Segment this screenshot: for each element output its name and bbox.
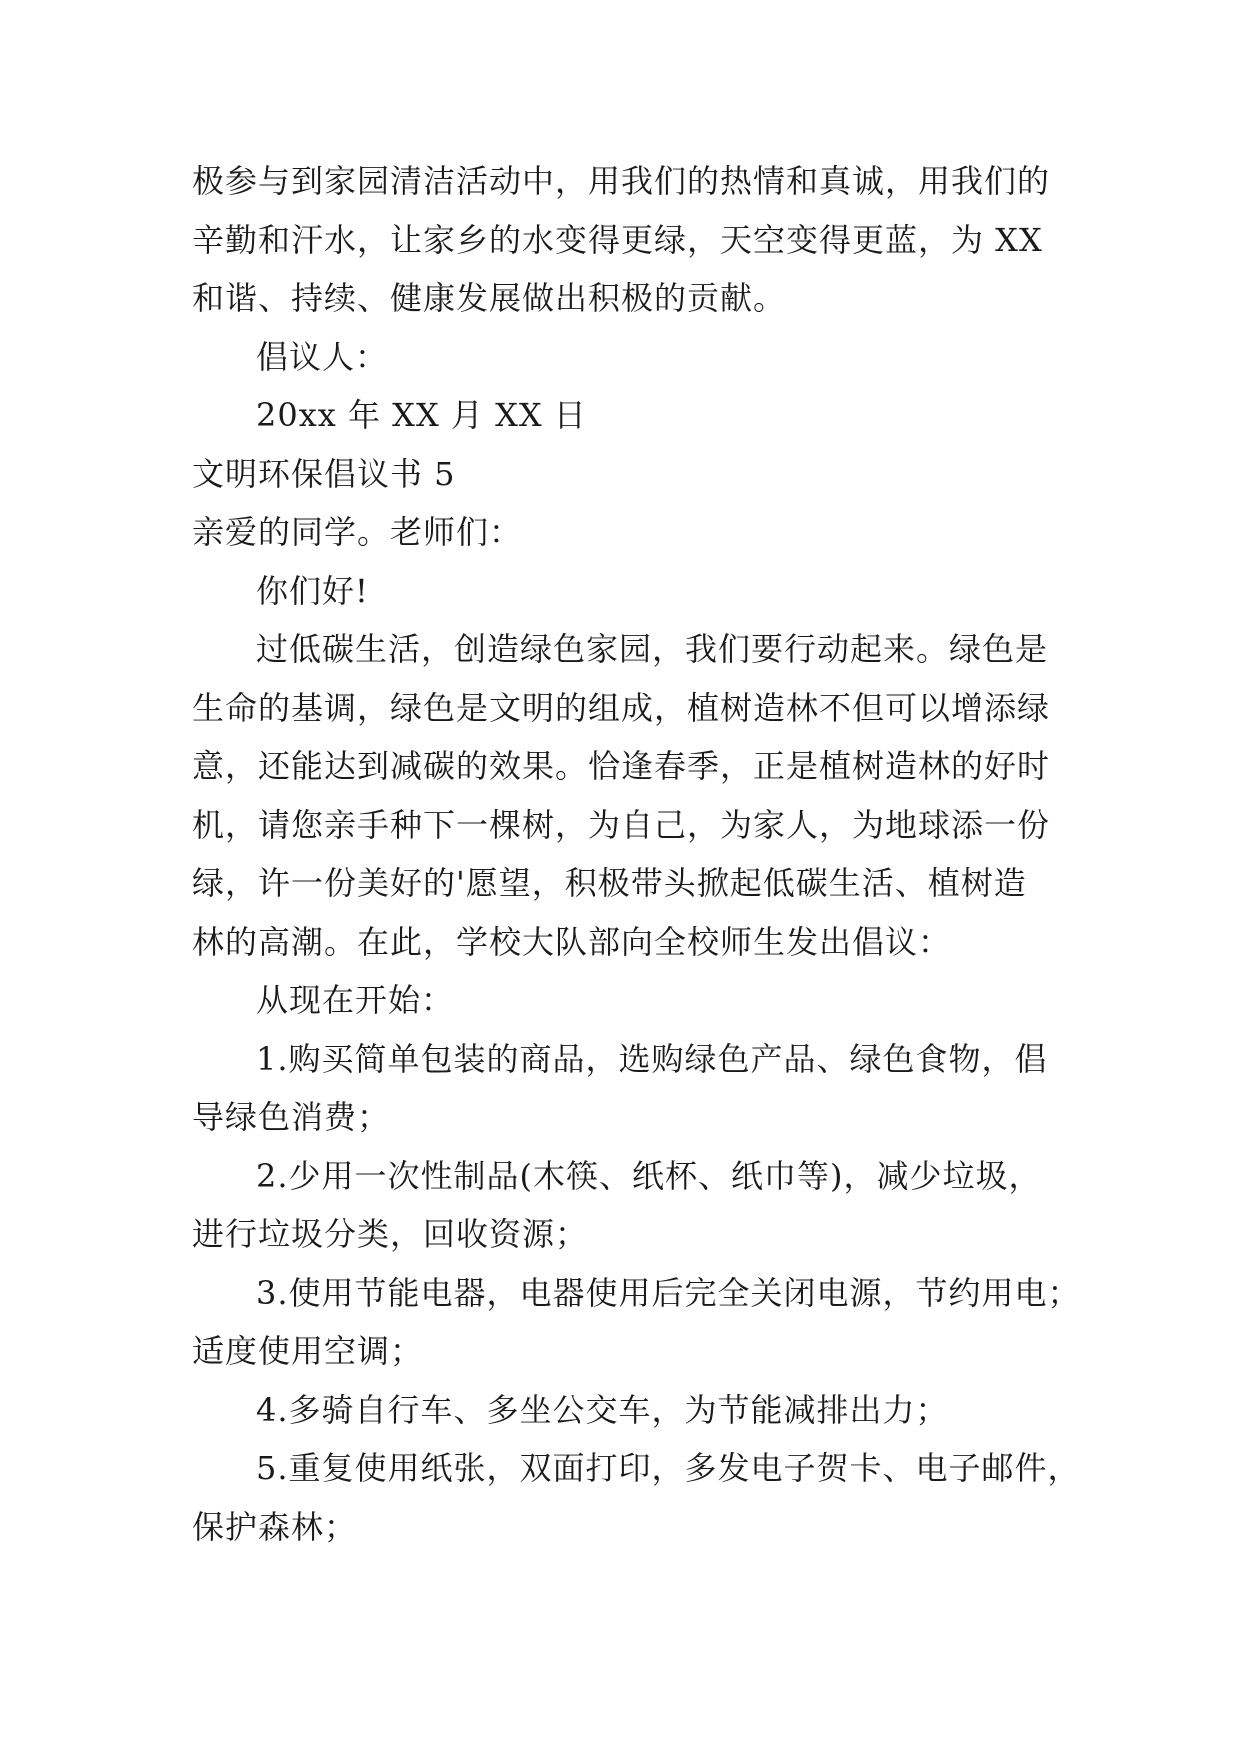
text-line: 林的高潮。在此，学校大队部向全校师生发出倡议：: [192, 922, 952, 961]
salutation: 亲爱的同学。老师们：: [192, 513, 523, 551]
greeting: 你们好!: [256, 571, 369, 610]
list-item: 2.少用一次性制品(木筷、纸杯、纸巾等)，减少垃圾，: [256, 1156, 1042, 1195]
text-line: 绿，许一份美好的'愿望，积极带头掀起低碳生活、植树造: [192, 864, 1027, 902]
list-item-continuation: 进行垃圾分类，回收资源；: [192, 1215, 589, 1253]
list-item-continuation: 适度使用空调；: [192, 1332, 424, 1370]
text-line: 过低碳生活，创造绿色家园，我们要行动起来。绿色是: [256, 630, 1049, 668]
text-line: 意，还能达到减碳的效果。恰逢春季，正是植树造林的好时: [192, 747, 1051, 785]
text-line: 和谐、持续、健康发展做出积极的贡献。: [192, 279, 787, 317]
list-item: 5.重复使用纸张，双面打印，多发电子贺卡、电子邮件，: [256, 1449, 1081, 1487]
list-item: 3.使用节能电器，电器使用后完全关闭电源，节约用电；: [256, 1273, 1081, 1312]
list-item: 1.购买简单包装的商品，选购绿色产品、绿色食物，倡: [256, 1039, 1048, 1078]
proposer-label: 倡议人：: [256, 337, 389, 376]
document-body: [192, 152, 1081, 1556]
list-item-continuation: 保护森林；: [192, 1507, 358, 1546]
text-line: 生命的基调，绿色是文明的组成，植树造林不但可以增添绿: [192, 688, 1051, 727]
text-line: 从现在开始：: [256, 981, 455, 1019]
date-line: 20xx 年 XX 月 XX 日: [256, 396, 587, 434]
list-item-continuation: 导绿色消费；: [192, 1098, 391, 1136]
text-line: 极参与到家园清洁活动中，用我们的热情和真诚，用我们的: [192, 162, 1051, 200]
list-item: 4.多骑自行车、多坐公交车，为节能减排出力；: [256, 1390, 949, 1429]
text-line: 机，请您亲手种下一棵树，为自己，为家人，为地球添一份: [192, 805, 1051, 844]
section-title: 文明环保倡议书 5: [192, 454, 456, 493]
text-line: 辛勤和汗水，让家乡的水变得更绿，天空变得更蓝，为 XX: [192, 220, 1043, 259]
